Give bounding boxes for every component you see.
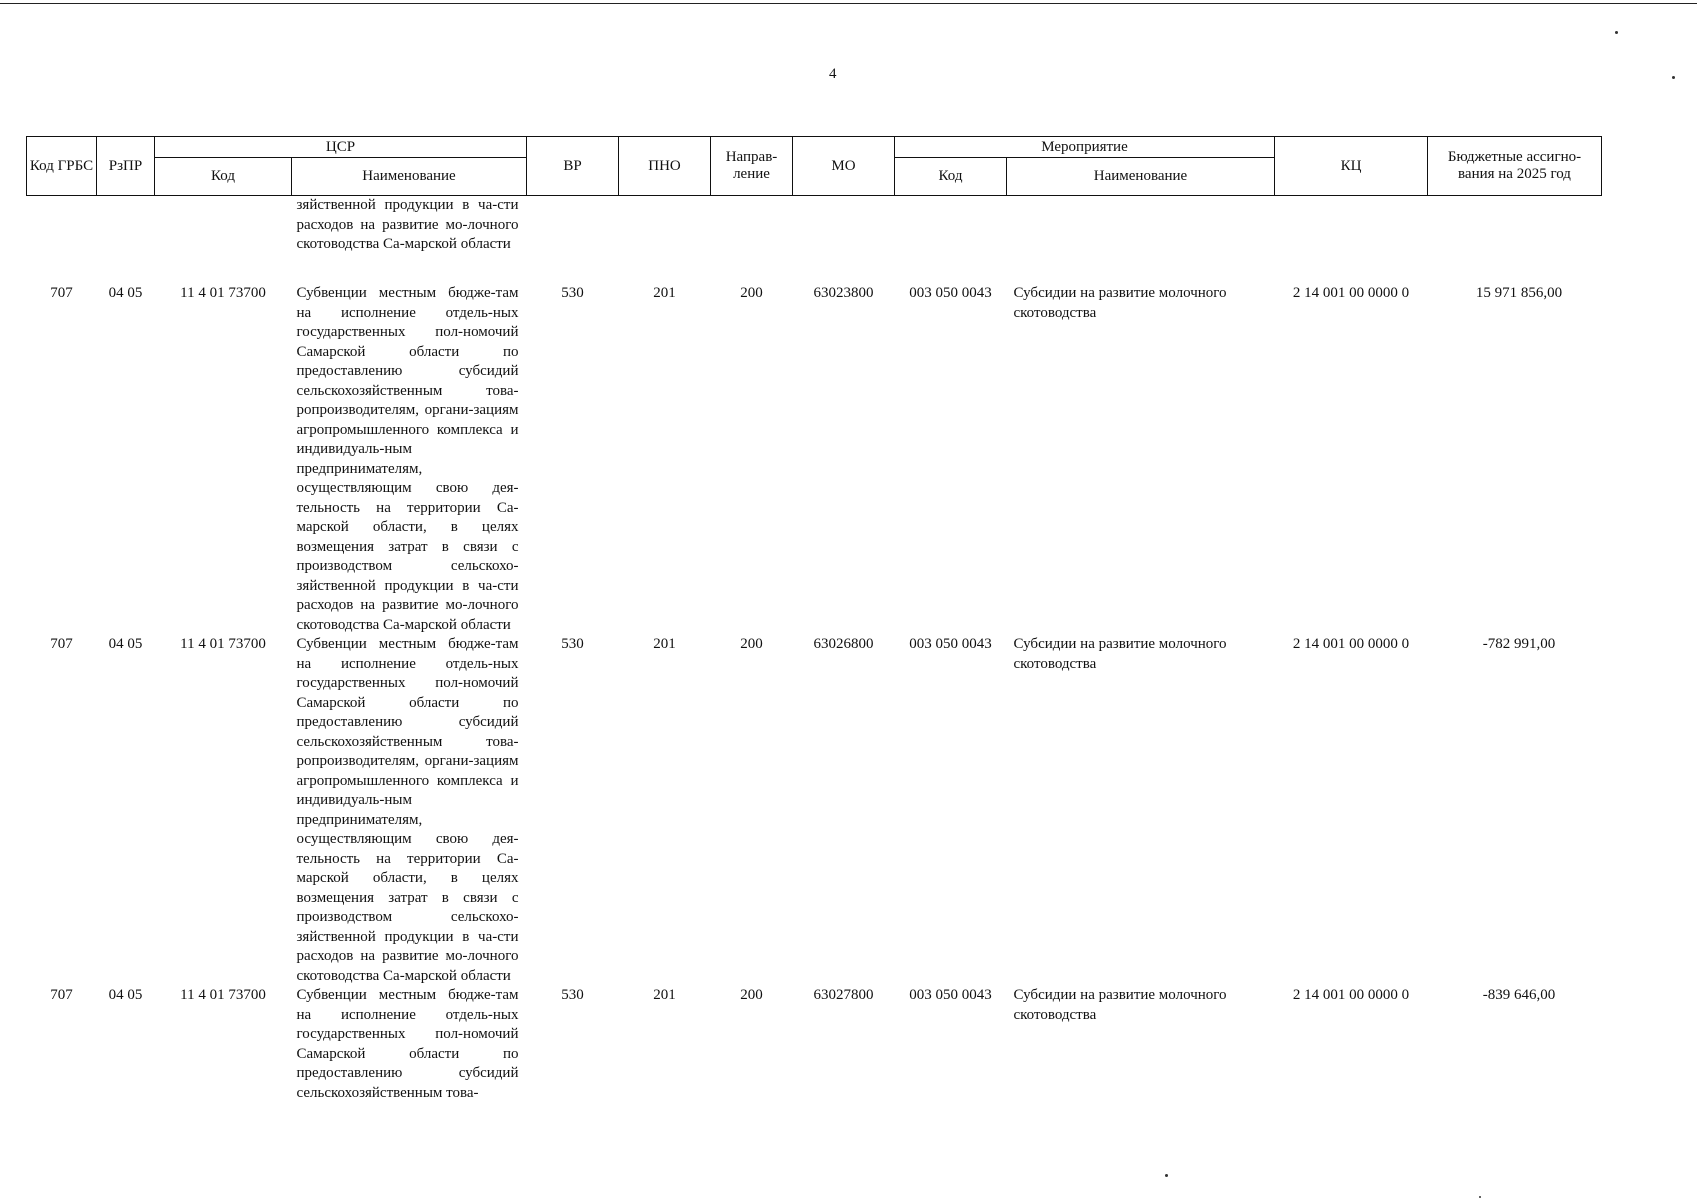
cell-amount: -782 991,00 bbox=[1482, 636, 1556, 652]
cell-csr-name: Субвенции местным бюдже-там на исполнение отдель-ных государственных пол-номочий Самарской области по предоставлению субсидий сельскохозяйственным това- bbox=[296, 987, 519, 1101]
cell-kc: 2 14 001 00 0000 0 bbox=[1292, 636, 1410, 652]
header-activity-name: Наименование bbox=[1007, 158, 1275, 196]
scan-speck bbox=[1165, 1174, 1168, 1177]
cell-vr: 530 bbox=[561, 636, 584, 652]
table-row bbox=[27, 635, 1602, 986]
cell-pno: 201 bbox=[653, 987, 676, 1003]
cell-pno: 201 bbox=[653, 285, 676, 301]
table-row bbox=[27, 284, 1602, 635]
cell-csr-code: 11 4 01 73700 bbox=[180, 636, 266, 652]
cell-vr: 530 bbox=[561, 285, 584, 301]
header-rzpr: РзПР bbox=[97, 137, 155, 196]
cell-pno: 201 bbox=[653, 636, 676, 652]
cell-csr-code: 11 4 01 73700 bbox=[180, 285, 266, 301]
cell-mo: 63023800 bbox=[813, 285, 874, 301]
continuation-row bbox=[27, 196, 1602, 285]
cell-direction: 200 bbox=[740, 636, 763, 652]
header-csr-name: Наименование bbox=[292, 158, 527, 196]
cell-vr: 530 bbox=[561, 987, 584, 1003]
cell-amount: 15 971 856,00 bbox=[1475, 285, 1563, 301]
header-budget: Бюджетные ассигно-вания на 2025 год bbox=[1428, 137, 1602, 196]
cell-activity-code: 003 050 0043 bbox=[909, 987, 992, 1003]
table-row bbox=[27, 986, 1602, 1103]
header-grbs: Код ГРБС bbox=[27, 137, 97, 196]
header-pno: ПНО bbox=[619, 137, 711, 196]
header-csr: ЦСР bbox=[155, 137, 527, 158]
cell-activity-name: Субсидии на развитие молочного скотоводства bbox=[1013, 285, 1227, 321]
header-vr: ВР bbox=[527, 137, 619, 196]
cell-mo: 63027800 bbox=[813, 987, 874, 1003]
cell-rzpr: 04 05 bbox=[108, 285, 143, 301]
table-body bbox=[27, 196, 1602, 1104]
cell-direction: 200 bbox=[740, 987, 763, 1003]
header-direction: Направ-ление bbox=[711, 137, 793, 196]
header-activity-code: Код bbox=[895, 158, 1007, 196]
header-csr-code: Код bbox=[155, 158, 292, 196]
cell-amount: -839 646,00 bbox=[1482, 987, 1556, 1003]
cell-direction: 200 bbox=[740, 285, 763, 301]
cell-rzpr: 04 05 bbox=[108, 987, 143, 1003]
cell-mo: 63026800 bbox=[813, 636, 874, 652]
scan-speck bbox=[1615, 31, 1618, 34]
cell-grbs: 707 bbox=[50, 636, 73, 652]
cell-kc: 2 14 001 00 0000 0 bbox=[1292, 987, 1410, 1003]
continuation-text: зяйственной продукции в ча-сти расходов на развитие мо-лочного скотоводства Са-марской области bbox=[296, 197, 519, 252]
cell-grbs: 707 bbox=[50, 285, 73, 301]
top-border-line bbox=[0, 3, 1697, 4]
cell-activity-code: 003 050 0043 bbox=[909, 636, 992, 652]
header-mo: МО bbox=[793, 137, 895, 196]
page-number: 4 bbox=[829, 66, 837, 82]
scan-speck bbox=[1479, 1196, 1481, 1198]
budget-table bbox=[26, 136, 1602, 1103]
scan-speck bbox=[1672, 76, 1675, 79]
cell-csr-name: Субвенции местным бюдже-там на исполнение отдель-ных государственных пол-номочий Самарской области по предоставлению субсидий сельскохозяйственным това-ропроизводителям, органи-зациям агропромышленного комплекса и индивидуаль-ным предпринимателям, осуществляющим свою дея-тельность на территории Са-марской области, в целях возмещения затрат в связи с производством сельскохо-зяйственной продукции в ча-сти расходов на развитие мо-лочного скотоводства Са-марской области bbox=[296, 636, 519, 984]
cell-csr-name: Субвенции местным бюдже-там на исполнение отдель-ных государственных пол-номочий Самарской области по предоставлению субсидий сельскохозяйственным това-ропроизводителям, органи-зациям агропромышленного комплекса и индивидуаль-ным предпринимателям, осуществляющим свою дея-тельность на территории Са-марской области, в целях возмещения затрат в связи с производством сельскохо-зяйственной продукции в ча-сти расходов на развитие мо-лочного скотоводства Са-марской области bbox=[296, 285, 519, 633]
cell-csr-code: 11 4 01 73700 bbox=[180, 987, 266, 1003]
cell-kc: 2 14 001 00 0000 0 bbox=[1292, 285, 1410, 301]
cell-activity-code: 003 050 0043 bbox=[909, 285, 992, 301]
cell-activity-name: Субсидии на развитие молочного скотоводства bbox=[1013, 636, 1227, 672]
table-header bbox=[27, 137, 1602, 196]
header-activity: Мероприятие bbox=[895, 137, 1275, 158]
cell-rzpr: 04 05 bbox=[108, 636, 143, 652]
cell-grbs: 707 bbox=[50, 987, 73, 1003]
cell-activity-name: Субсидии на развитие молочного скотоводства bbox=[1013, 987, 1227, 1023]
header-kc: КЦ bbox=[1275, 137, 1428, 196]
